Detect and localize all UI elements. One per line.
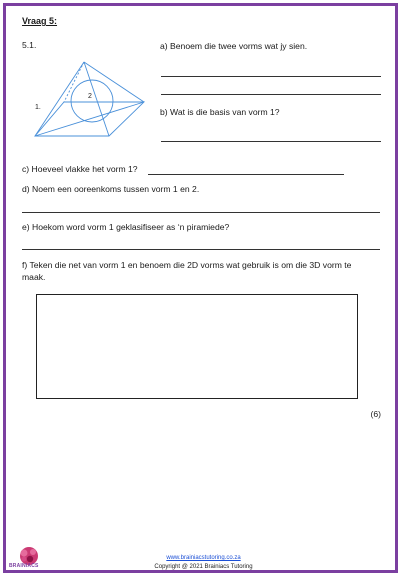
answer-line-a1[interactable]: [161, 76, 381, 77]
question-a: a) Benoem die twee vorms wat jy sien.: [160, 41, 308, 51]
question-f-line2: maak.: [22, 272, 46, 282]
question-e: e) Hoekom word vorm 1 geklasifiseer as ‘n piramiede?: [22, 222, 230, 232]
question-number: 5.1.: [22, 40, 37, 50]
worksheet-page: [3, 3, 398, 573]
marks-total: (6): [370, 409, 381, 419]
question-title: Vraag 5:: [22, 16, 58, 26]
pyramid-sphere-figure: [34, 56, 159, 138]
answer-line-a2[interactable]: [161, 94, 381, 95]
question-b: b) Wat is die basis van vorm 1?: [160, 107, 280, 117]
answer-line-d[interactable]: [22, 212, 380, 213]
answer-line-b[interactable]: [161, 141, 381, 142]
drawing-answer-box[interactable]: [36, 294, 358, 399]
answer-line-c[interactable]: [148, 174, 344, 175]
logo-wordmark-line1: BRAINIACS: [9, 563, 39, 569]
question-f-line1: f) Teken die net van vorm 1 en benoem die 2D vorms wat gebruik is om die 3D vorm te: [22, 260, 352, 270]
footer-copyright: Copyright @ 2021 Brainiacs Tutoring: [154, 564, 253, 570]
shape-1-label: 1.: [35, 104, 41, 111]
question-d: d) Noem een ooreenkoms tussen vorm 1 en 2.: [22, 184, 200, 194]
shape-2-label: 2: [88, 93, 92, 100]
logo-wordmark-line2: TUTORING: [9, 569, 37, 574]
footer-website-link[interactable]: www.brainiacstutoring.co.za: [166, 555, 241, 561]
question-c: c) Hoeveel vlakke het vorm 1?: [22, 164, 138, 174]
answer-line-e[interactable]: [22, 249, 380, 250]
